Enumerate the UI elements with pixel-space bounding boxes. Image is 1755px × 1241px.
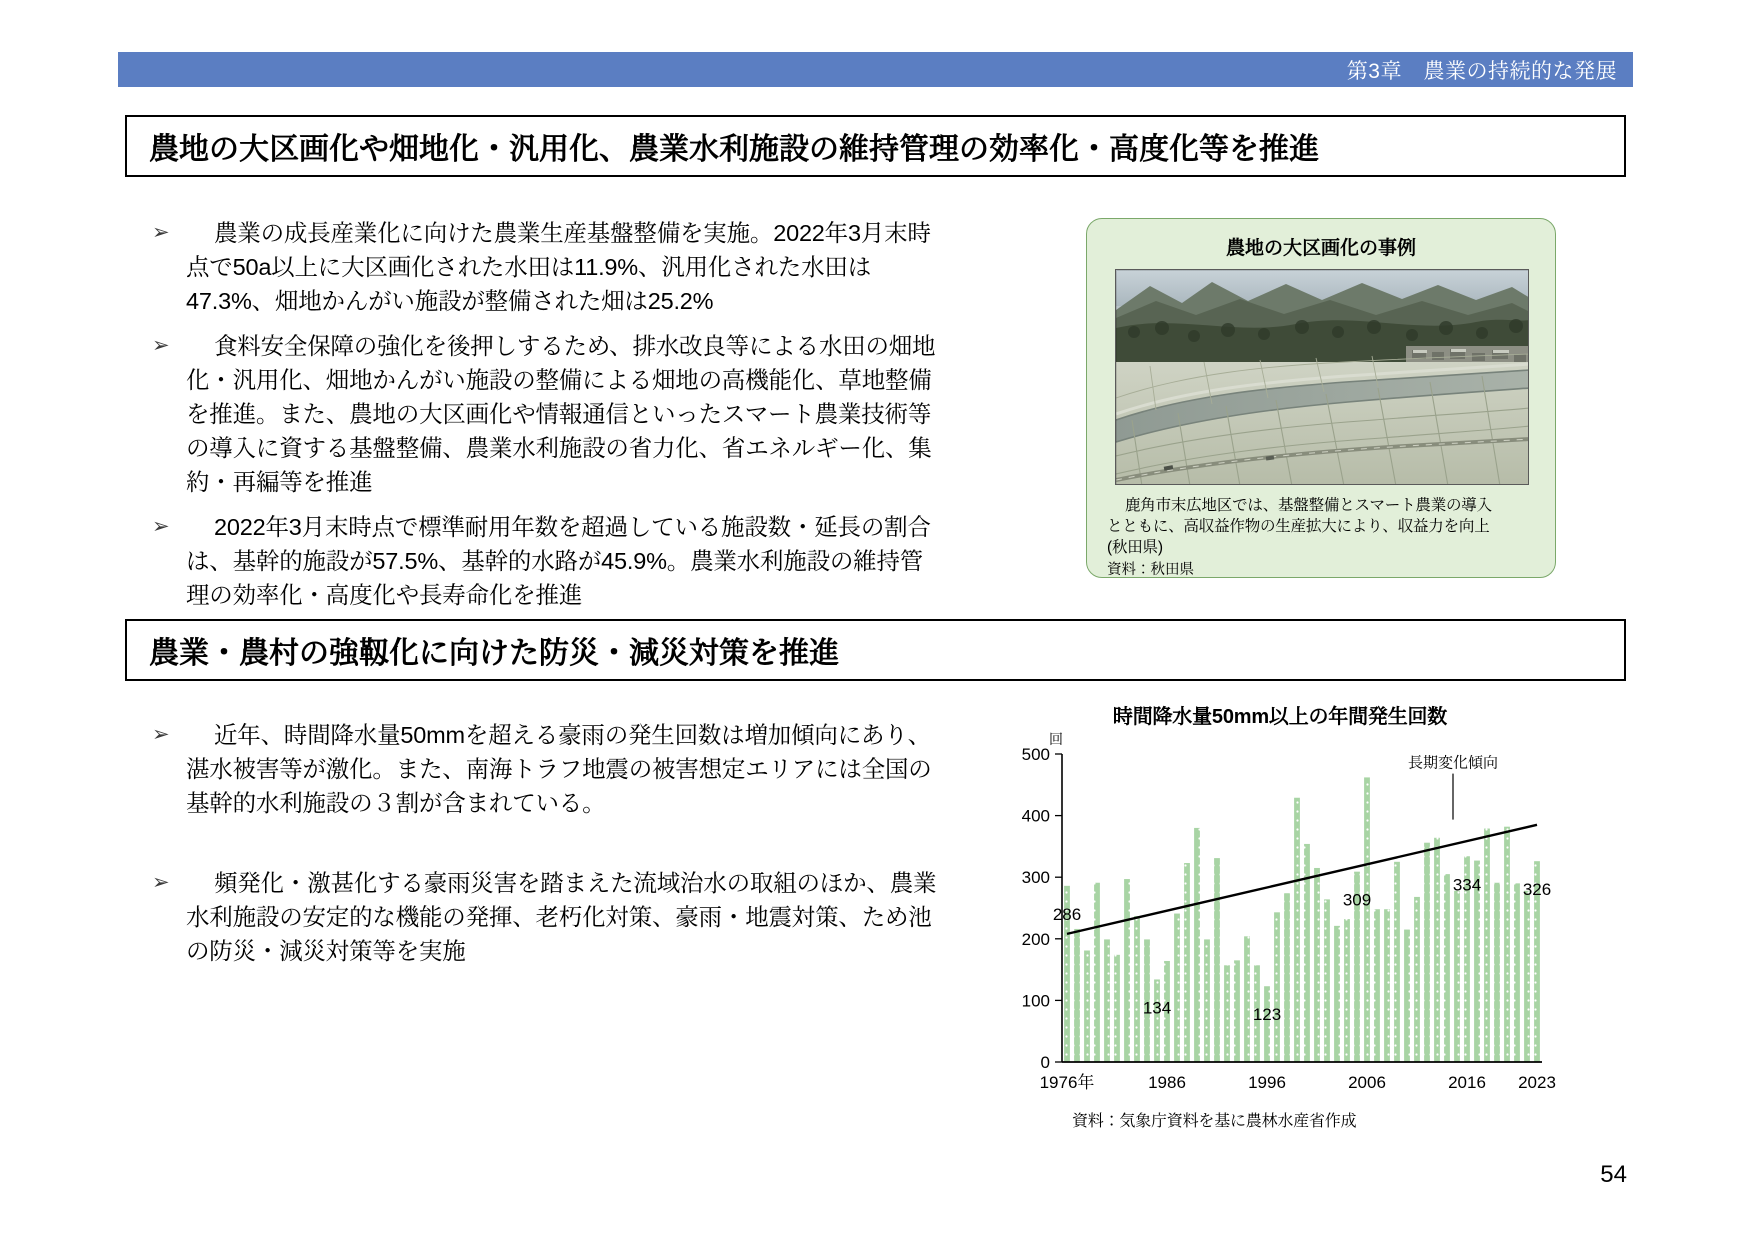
bullet-arrow-icon: ➢ bbox=[152, 723, 170, 746]
bar bbox=[1334, 926, 1340, 1062]
chart-source-note: 資料：気象庁資料を基に農林水産省作成 bbox=[1072, 1113, 1357, 1130]
data-label-1985: 134 bbox=[1142, 998, 1172, 1018]
farmland-aerial-photo bbox=[1115, 269, 1529, 485]
bullet-text: 2022年3月末時点で標準耐用年数を超過している施設数・延長の割合は、基幹的施設が57.5%、基幹的水路が45.9%。農業水利施設の維持管理の効率化・高度化や長寿命化を推進 bbox=[186, 514, 931, 608]
bar bbox=[1134, 916, 1140, 1062]
y-axis-tick-label: 0 bbox=[1040, 1053, 1050, 1072]
bar bbox=[1424, 843, 1430, 1062]
bar bbox=[1294, 798, 1300, 1062]
list-item bbox=[150, 866, 940, 968]
bullet-arrow-icon: ➢ bbox=[152, 221, 170, 244]
list-item bbox=[150, 718, 940, 820]
bar bbox=[1384, 909, 1390, 1062]
bullet-text: 頻発化・激甚化する豪雨災害を踏まえた流域治水の取組のほか、農業水利施設の安定的な機能の発揮、老朽化対策、豪雨・地震対策、ため池の防災・減災対策等を実施 bbox=[186, 870, 937, 964]
trend-line-label: 長期変化傾向 bbox=[1407, 754, 1499, 772]
bar bbox=[1484, 829, 1490, 1062]
bar bbox=[1314, 868, 1320, 1062]
bar bbox=[1244, 936, 1250, 1062]
caption-line-3: (秋田県) bbox=[1107, 539, 1163, 556]
caption-line-1: 鹿角市末広地区では、基盤整備とスマート農業の導入 bbox=[1125, 497, 1492, 514]
bullet-list-section-2 bbox=[150, 718, 940, 1014]
bar bbox=[1364, 777, 1370, 1062]
bullet-text: 近年、時間降水量50mmを超える豪雨の発生回数は増加傾向にあり、湛水被害等が激化。また、南海トラフ地震の被害想定エリアには全国の基幹的水利施設の３割が含まれている。 bbox=[186, 722, 932, 816]
chapter-banner bbox=[118, 52, 1633, 87]
bar bbox=[1414, 897, 1420, 1062]
bar bbox=[1234, 960, 1240, 1062]
x-axis-tick-label: 1986 bbox=[1148, 1073, 1186, 1092]
bar bbox=[1194, 828, 1200, 1062]
bar bbox=[1174, 914, 1180, 1062]
x-axis-tick-label: 2016 bbox=[1448, 1073, 1486, 1092]
section-title-2: 農業・農村の強靱化に向けた防災・減災対策を推進 bbox=[149, 637, 839, 670]
bar bbox=[1324, 899, 1330, 1062]
chart-plot bbox=[1000, 726, 1560, 1111]
section-title-1: 農地の大区画化や畑地化・汎用化、農業水利施設の維持管理の効率化・高度化等を推進 bbox=[149, 133, 1319, 166]
bar bbox=[1284, 893, 1290, 1062]
bar bbox=[1104, 939, 1110, 1062]
x-axis-tick-label: 1976年 bbox=[1039, 1073, 1095, 1092]
bar bbox=[1454, 891, 1460, 1062]
bullet-arrow-icon: ➢ bbox=[152, 334, 170, 357]
bullet-text: 農業の成長産業化に向けた農業生産基盤整備を実施。2022年3月末時点で50a以上に大区画化された水田は11.9%、汎用化された水田は47.3%、畑地かんがい施設が整備された畑は25.2% bbox=[186, 220, 931, 314]
bar bbox=[1204, 939, 1210, 1062]
list-item bbox=[150, 510, 940, 612]
bar bbox=[1514, 883, 1520, 1062]
caption-line-2: とともに、高収益作物の生産拡大により、収益力を向上 bbox=[1107, 518, 1490, 535]
bar bbox=[1344, 919, 1350, 1062]
section-heading-box-2 bbox=[125, 619, 1626, 681]
y-axis-tick-label: 100 bbox=[1021, 991, 1050, 1011]
data-label-2005: 309 bbox=[1342, 890, 1372, 910]
bar bbox=[1114, 955, 1120, 1062]
x-axis-tick-label: 2023 bbox=[1518, 1073, 1556, 1092]
data-label-2016: 334 bbox=[1452, 875, 1482, 895]
chapter-label: 第3章 農業の持続的な発展 bbox=[1346, 59, 1617, 83]
bar bbox=[1434, 838, 1440, 1062]
bullet-text: 食料安全保障の強化を後押しするため、排水改良等による水田の畑地化・汎用化、畑地かんがい施設の整備による畑地の高機能化、草地整備を推進。また、農地の大区画化や情報通信といったスマート農業技術等の導入に資する基盤整備、農業水利施設の省力化、省エネルギー化、集約・再編等を推進 bbox=[186, 333, 936, 495]
bar bbox=[1404, 930, 1410, 1062]
data-label-1976: 286 bbox=[1052, 904, 1082, 924]
rainfall-frequency-chart bbox=[1000, 700, 1620, 1170]
bullet-arrow-icon: ➢ bbox=[152, 515, 170, 538]
page-number: 54 bbox=[1600, 1161, 1627, 1188]
y-axis-tick-label: 200 bbox=[1021, 929, 1050, 949]
list-item bbox=[150, 329, 940, 499]
section-heading-box-1 bbox=[125, 115, 1626, 177]
list-item bbox=[150, 216, 940, 318]
data-label-2023: 326 bbox=[1522, 880, 1552, 900]
bar bbox=[1504, 827, 1510, 1062]
bar bbox=[1394, 862, 1400, 1062]
x-axis-tick-label: 2006 bbox=[1348, 1073, 1386, 1092]
y-axis-tick-label: 300 bbox=[1021, 868, 1050, 888]
y-axis-unit-label: 回 bbox=[1049, 731, 1063, 747]
bar bbox=[1444, 874, 1450, 1062]
bar bbox=[1214, 858, 1220, 1062]
chart-title: 時間降水量50mm以上の年間発生回数 bbox=[1112, 706, 1448, 728]
bar bbox=[1224, 965, 1230, 1062]
bar bbox=[1094, 883, 1100, 1062]
y-axis-tick-label: 500 bbox=[1021, 745, 1050, 764]
y-axis-tick-label: 400 bbox=[1021, 806, 1050, 826]
bar bbox=[1184, 863, 1190, 1062]
bar bbox=[1494, 883, 1500, 1062]
example-panel-source: 資料：秋田県 bbox=[1107, 562, 1194, 578]
example-panel-title: 農地の大区画化の事例 bbox=[1225, 238, 1416, 259]
bar bbox=[1154, 979, 1160, 1062]
example-panel bbox=[1086, 218, 1556, 578]
bar bbox=[1374, 909, 1380, 1062]
bar bbox=[1124, 879, 1130, 1062]
bar bbox=[1524, 891, 1530, 1062]
bar bbox=[1074, 929, 1080, 1062]
bar bbox=[1274, 912, 1280, 1062]
bullet-list-section-1 bbox=[150, 216, 940, 623]
example-panel-caption bbox=[1107, 495, 1539, 558]
x-axis-tick-label: 1996 bbox=[1248, 1073, 1286, 1092]
bar bbox=[1084, 951, 1090, 1062]
bullet-arrow-icon: ➢ bbox=[152, 871, 170, 894]
data-label-1996: 123 bbox=[1252, 1005, 1282, 1025]
